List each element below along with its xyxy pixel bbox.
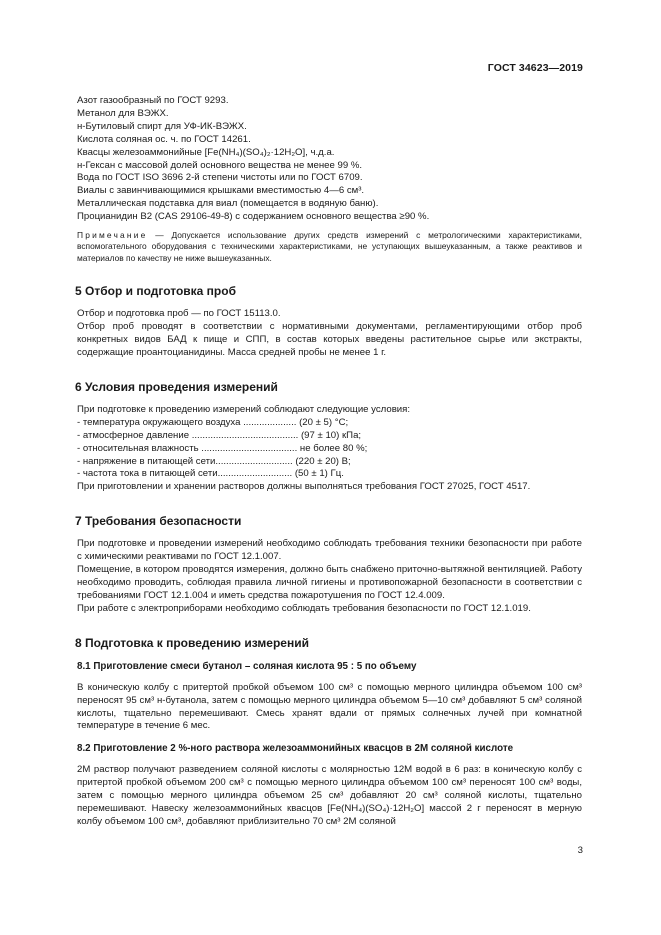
material-item: н-Бутиловый спирт для УФ-ИК-ВЭЖХ. — [77, 120, 247, 132]
condition-item: - частота тока в питающей сети............................ (50 ± 1) Гц. — [77, 468, 344, 480]
material-item: Металлическая подставка для виал (помещается в водяную баню). — [77, 198, 379, 210]
section-8-title: 8 Подготовка к проведению измерений — [75, 635, 309, 650]
section-6-intro: При подготовке к проведению измерений соблюдают следующие условия: — [77, 403, 411, 415]
section-5-title: 5 Отбор и подготовка проб — [75, 284, 237, 299]
materials-list — [77, 95, 582, 224]
page-number: 3 — [577, 845, 583, 856]
subsection-8-2-title: 8.2 Приготовление 2 %-ного раствора железоаммонийных квасцов в 2М соляной кислоте — [77, 743, 514, 755]
condition-item: - атмосферное давление ........................................ (97 ± 10) кПа; — [77, 429, 362, 441]
section-7-paragraph: При подготовке и проведении измерений необходимо соблюдать требования техники безопасности при работе с химическими реактивами по ГОСТ 12.1.007. — [77, 538, 582, 563]
section-7-paragraph: При работе с электроприборами необходимо соблюдать требования безопасности по ГОСТ 12.1.019. — [77, 602, 531, 614]
subsection-8-2-paragraph: 2М раствор получают разведением соляной кислоты с молярностью 12М водой в 6 раз: в коническую колбу с притертой пробкой объемом 200 см³ с помощью мерного цилиндра объемом 100 см³ переносят 100 см³ воды, затем с помощью мерного цилиндра объемом 25 см³ добавляют 20 см³ соляной кислоты, тщательно перемешивают. Навеску железоаммонийных квасцов [Fe(NH₄)(SO₄)·12H₂O] массой 2 г переносят в мерную колбу объемом 100 см³, добавляют приблизительно 70 см³ 2М соляной — [77, 764, 582, 827]
condition-item: - напряжение в питающей сети............................. (220 ± 20) В; — [77, 455, 351, 467]
note-text: — Допускается использование других средств измерений с метрологическими характеристиками, вспомогательного оборудования с техническими характеристиками, не уступающих вышеуказанным, а также реактивов и материалов по качеству не ниже вышеуказанных. — [77, 230, 582, 263]
section-5-paragraph: Отбор проб проводят в соответствии с нормативными документами, регламентирующими отбор проб конкретных видов БАД к пище и СПП, в состав которых введены растительное сырье или экстракты, содержащие проантоцианидины. Масса средней пробы не менее 1 г. — [77, 321, 582, 358]
material-item: Процианидин B2 (CAS 29106-49-8) с содержанием основного вещества ≥90 %. — [77, 211, 430, 223]
section-5-paragraph: Отбор и подготовка проб — по ГОСТ 15113.0. — [77, 308, 281, 320]
note — [77, 230, 582, 264]
material-item: Азот газообразный по ГОСТ 9293. — [77, 95, 229, 106]
material-item: Квасцы железоаммонийные [Fe(NH₄)(SO₄)₂·12H₂O], ч.д.а. — [77, 146, 335, 158]
note-label: Примечание — [77, 230, 148, 241]
section-7-title: 7 Требования безопасности — [75, 514, 242, 529]
section-7-paragraph: Помещение, в котором проводятся измерения, должно быть снабжено приточно-вытяжной вентиляцией. Работу необходимо проводить, соблюдая правила личной гигиены и противопожарной безопасности в соответствии с требованиями ГОСТ 12.1.004 и иметь средства пожаротушения по ГОСТ 12.4.009. — [77, 564, 582, 601]
material-item: Вода по ГОСТ ISO 3696 2-й степени чистоты или по ГОСТ 6709. — [77, 172, 363, 184]
subsection-8-1-paragraph: В коническую колбу с притертой пробкой объемом 100 см³ с помощью мерного цилиндра объемом 100 см³ переносят 95 см³ н-бутанола, затем с помощью мерного цилиндра объемом 5—10 см³ добавляют 5 см³ соляной кислоты, тщательно перемешивают. Смесь хранят вдали от прямых солнечных лучей при комнатной температуре в течение 6 мес. — [77, 681, 582, 732]
page-content — [77, 95, 582, 829]
material-item: Виалы с завинчивающимися крышками вместимостью 4—6 см³. — [77, 185, 365, 197]
condition-item: - относительная влажность .................................... не более 80 %; — [77, 442, 368, 454]
subsection-8-1-title: 8.1 Приготовление смеси бутанол – соляная кислота 95 : 5 по объему — [77, 660, 417, 672]
material-item: Метанол для ВЭЖХ. — [77, 107, 169, 119]
document-code: ГОСТ 34623—2019 — [487, 62, 583, 74]
material-item: н-Гексан с массовой долей основного вещества не менее 99 %. — [77, 159, 363, 171]
section-6-title: 6 Условия проведения измерений — [75, 379, 278, 394]
section-6-outro: При приготовлении и хранении растворов должны выполняться требования ГОСТ 27025, ГОСТ 4517. — [77, 481, 531, 493]
material-item: Кислота соляная ос. ч. по ГОСТ 14261. — [77, 133, 251, 145]
condition-item: - температура окружающего воздуха .................... (20 ± 5) °С; — [77, 416, 349, 428]
